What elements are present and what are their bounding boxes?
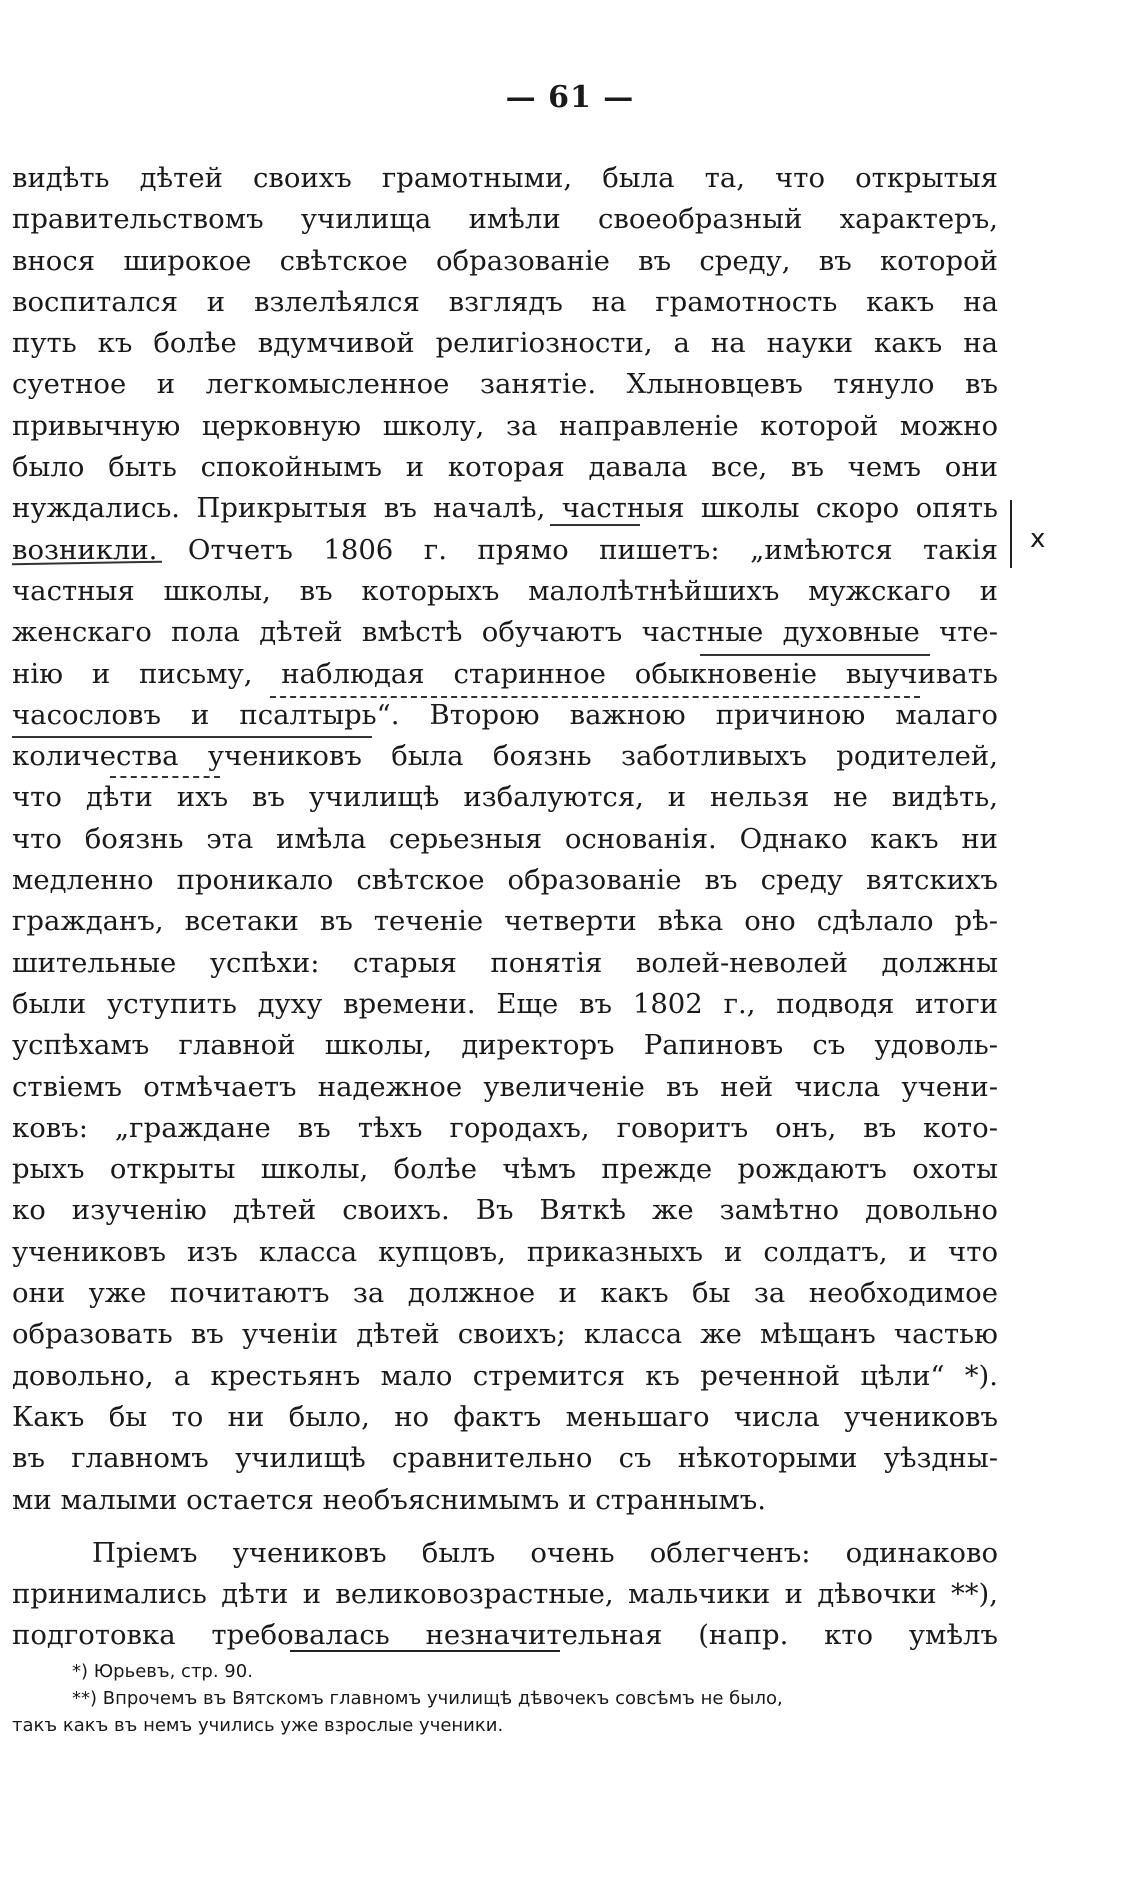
text-line: нуждались. Прикрытыя въ началѣ, частныя школы скоро опять [12, 492, 998, 525]
text-line: видѣть дѣтей своихъ грамотными, была та, что открытыя [12, 162, 998, 194]
pencil-underline [12, 736, 372, 738]
text-line: ми малыми остается необъяснимымъ и страннымъ. [12, 1483, 766, 1516]
pencil-underline [700, 654, 930, 656]
footnotes [12, 1658, 998, 1739]
text-line: Пріемъ учениковъ былъ очень облегченъ: одинаково [92, 1536, 998, 1569]
text-line: Какъ бы то ни было, но фактъ меньшаго числа учениковъ [12, 1400, 998, 1433]
text-line: нію и письму, наблюдая старинное обыкновеніе выучивать [12, 657, 998, 690]
text-line: частныя школы, въ которыхъ малолѣтнѣйшихъ мужскаго и [12, 574, 998, 607]
text-line: возникли. Отчетъ 1806 г. прямо пишетъ: „имѣются такія [12, 533, 998, 566]
text-line: ствіемъ отмѣчаетъ надежное увеличеніе въ ней числа учени- [12, 1070, 998, 1103]
margin-note-mark: ⅹ [1030, 524, 1046, 554]
text-line: ковъ: „граждане въ тѣхъ городахъ, говоритъ онъ, въ кото- [12, 1111, 998, 1144]
text-line: довольно, а крестьянъ мало стремится къ реченной цѣли“ *). [12, 1359, 998, 1392]
text-line: часословъ и псалтырь“. Второю важною причиною малаго [12, 698, 998, 731]
pencil-underline [550, 524, 640, 526]
pencil-underline [110, 776, 220, 778]
text-line: внося широкое свѣтское образованіе въ среду, въ которой [12, 244, 998, 277]
text-line: что дѣти ихъ въ училищѣ избалуются, и нельзя не видѣть, [12, 781, 998, 814]
paragraph-gap [12, 1521, 998, 1533]
text-line: учениковъ изъ класса купцовъ, приказныхъ и солдатъ, и что [12, 1235, 998, 1268]
margin-bracket [1010, 500, 1012, 568]
text-line: подготовка требовалась незначительная (напр. кто умѣлъ [12, 1619, 998, 1652]
text-line: ко изученію дѣтей своихъ. Въ Вяткѣ же замѣтно довольно [12, 1194, 998, 1227]
text-line: воспитался и взлелѣялся взглядъ на грамотность какъ на [12, 285, 998, 318]
footnote-divider [290, 1650, 560, 1652]
text-line: путь къ болѣе вдумчивой религіозности, а на науки какъ на [12, 327, 998, 360]
text-line: образовать въ ученіи дѣтей своихъ; класса же мѣщанъ частью [12, 1318, 998, 1351]
text-line: въ главномъ училищѣ сравнительно съ нѣкоторыми уѣздны- [12, 1442, 998, 1475]
pencil-underline [270, 696, 920, 698]
page-number: — 61 — [505, 80, 635, 115]
text-line: женскаго пола дѣтей вмѣстѣ обучаютъ частные духовные чте- [12, 616, 998, 649]
text-line: правительствомъ училища имѣли своеобразный характеръ, [12, 203, 998, 236]
footnote-1: *) Юрьевъ, стр. 90. [72, 1661, 253, 1682]
text-line: успѣхамъ главной школы, директоръ Рапиновъ съ удоволь- [12, 1029, 998, 1062]
footnote-2-continued: такъ какъ въ немъ учились уже взрослые ученики. [12, 1715, 504, 1736]
main-text [12, 158, 998, 1657]
text-line: привычную церковную школу, за направленіе которой можно [12, 409, 998, 442]
text-line: медленно проникало свѣтское образованіе въ среду вятскихъ [12, 864, 998, 897]
text-line: шительные успѣхи: старыя понятія волей-неволей должны [12, 946, 998, 979]
text-line: они уже почитаютъ за должное и какъ бы за необходимое [12, 1277, 998, 1310]
text-line: было быть спокойнымъ и которая давала все, въ чемъ они [12, 451, 998, 484]
text-line: количества учениковъ была боязнь заботливыхъ родителей, [12, 740, 998, 773]
text-line: гражданъ, всетаки въ теченіе четверти вѣка оно сдѣлало рѣ- [12, 905, 998, 938]
text-line: что боязнь эта имѣла серьезныя основанія. Однако какъ ни [12, 822, 998, 855]
text-line: рыхъ открыты школы, болѣе чѣмъ прежде рождаютъ охоты [12, 1153, 998, 1186]
footnote-2: **) Впрочемъ въ Вятскомъ главномъ училищѣ дѣвочекъ совсѣмъ не было, [72, 1688, 783, 1709]
text-line: суетное и легкомысленное занятіе. Хлыновцевъ тянуло въ [12, 368, 998, 401]
text-line: принимались дѣти и великовозрастные, мальчики и дѣвочки **), [12, 1578, 998, 1611]
text-line: были уступить духу времени. Еще въ 1802 г., подводя итоги [12, 987, 998, 1020]
